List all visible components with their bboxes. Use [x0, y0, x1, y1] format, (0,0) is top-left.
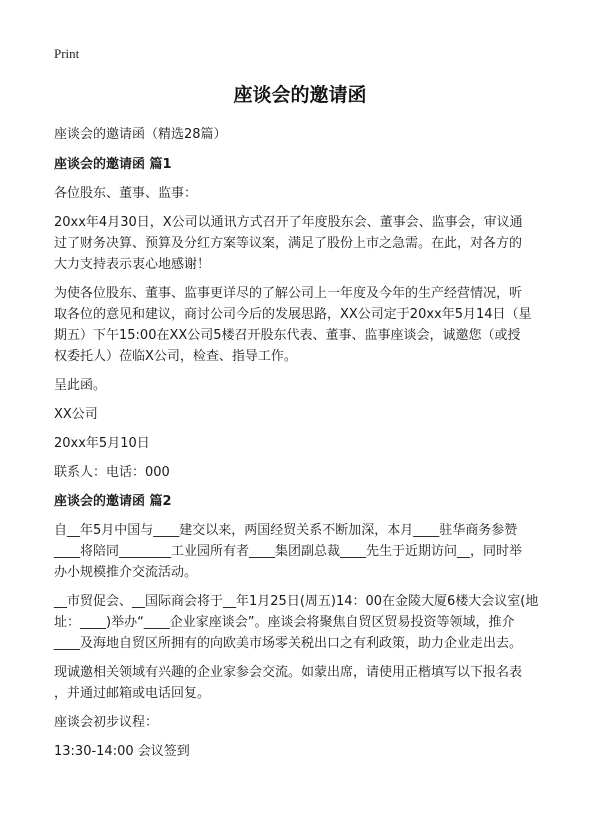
- document-subtitle: 座谈会的邀请函（精选28篇）: [54, 127, 227, 142]
- section-1-paragraph-1: [54, 212, 554, 275]
- text-line: 为使各位股东、董事、监事更详尽的了解公司上一年度及今年的生产经营情况，听: [54, 286, 523, 301]
- section-1-paragraph-2: [54, 283, 554, 367]
- text-line: ____将陪同________工业园所有者____集团副总裁____先生于近期访问__，同时举: [54, 544, 523, 559]
- text-line: __市贸促会、__国际商会将于__年1月25日(周五)14：00在金陵大厦6楼大会议室(地: [54, 594, 539, 609]
- text-line: 办小规模推介交流活动。: [54, 565, 198, 580]
- text-line: 期五）下午15:00在XX公司5楼召开股东代表、董事、监事座谈会，诚邀您（或授: [54, 328, 521, 343]
- section-2-heading: 座谈会的邀请函 篇2: [54, 494, 172, 509]
- text-line: 址：____)举办“____企业家座谈会”。座谈会将聚焦自贸区贸易投资等领域，推介: [54, 615, 515, 630]
- agenda-item: 13:30-14:00 会议签到: [54, 744, 190, 759]
- text-line: 过了财务决算、预算及分红方案等议案，满足了股份上市之急需。在此，对各方的: [54, 236, 523, 251]
- contact-line: 联系人：电话：000: [54, 465, 170, 480]
- section-2-paragraph-3: [54, 662, 554, 704]
- text-line: 自__年5月中国与____建交以来，两国经贸关系不断加深，本月____驻华商务参赞: [54, 523, 518, 538]
- print-link[interactable]: Print: [54, 46, 80, 61]
- salutation: 各位股东、董事、监事：: [54, 186, 198, 201]
- section-1-heading: 座谈会的邀请函 篇1: [54, 157, 172, 172]
- text-line: 20xx年4月30日，X公司以通讯方式召开了年度股东会、董事会、监事会，审议通: [54, 215, 523, 230]
- agenda-label: 座谈会初步议程：: [54, 715, 159, 730]
- company-name: XX公司: [54, 407, 98, 422]
- text-line: 权委托人）莅临X公司，检查、指导工作。: [54, 349, 297, 364]
- closing-line: 呈此函。: [54, 378, 107, 393]
- text-line: 现诚邀相关领域有兴趣的企业家参会交流。如蒙出席，请使用正楷填写以下报名表: [54, 665, 523, 680]
- document-body: [54, 124, 554, 770]
- section-2-paragraph-1: [54, 520, 554, 583]
- page-title: 座谈会的邀请函: [233, 84, 367, 106]
- text-line: 大力支持表示衷心地感谢！: [54, 257, 211, 272]
- section-2-paragraph-2: [54, 591, 554, 654]
- text-line: 取各位的意见和建议，商讨公司今后的发展思路，XX公司定于20xx年5月14日（星: [54, 307, 532, 322]
- text-line: ，并通过邮箱或电话回复。: [54, 686, 211, 701]
- text-line: ____及海地自贸区所拥有的向欧美市场零关税出口之有利政策，助力企业走出去。: [54, 636, 523, 651]
- letter-date: 20xx年5月10日: [54, 436, 150, 451]
